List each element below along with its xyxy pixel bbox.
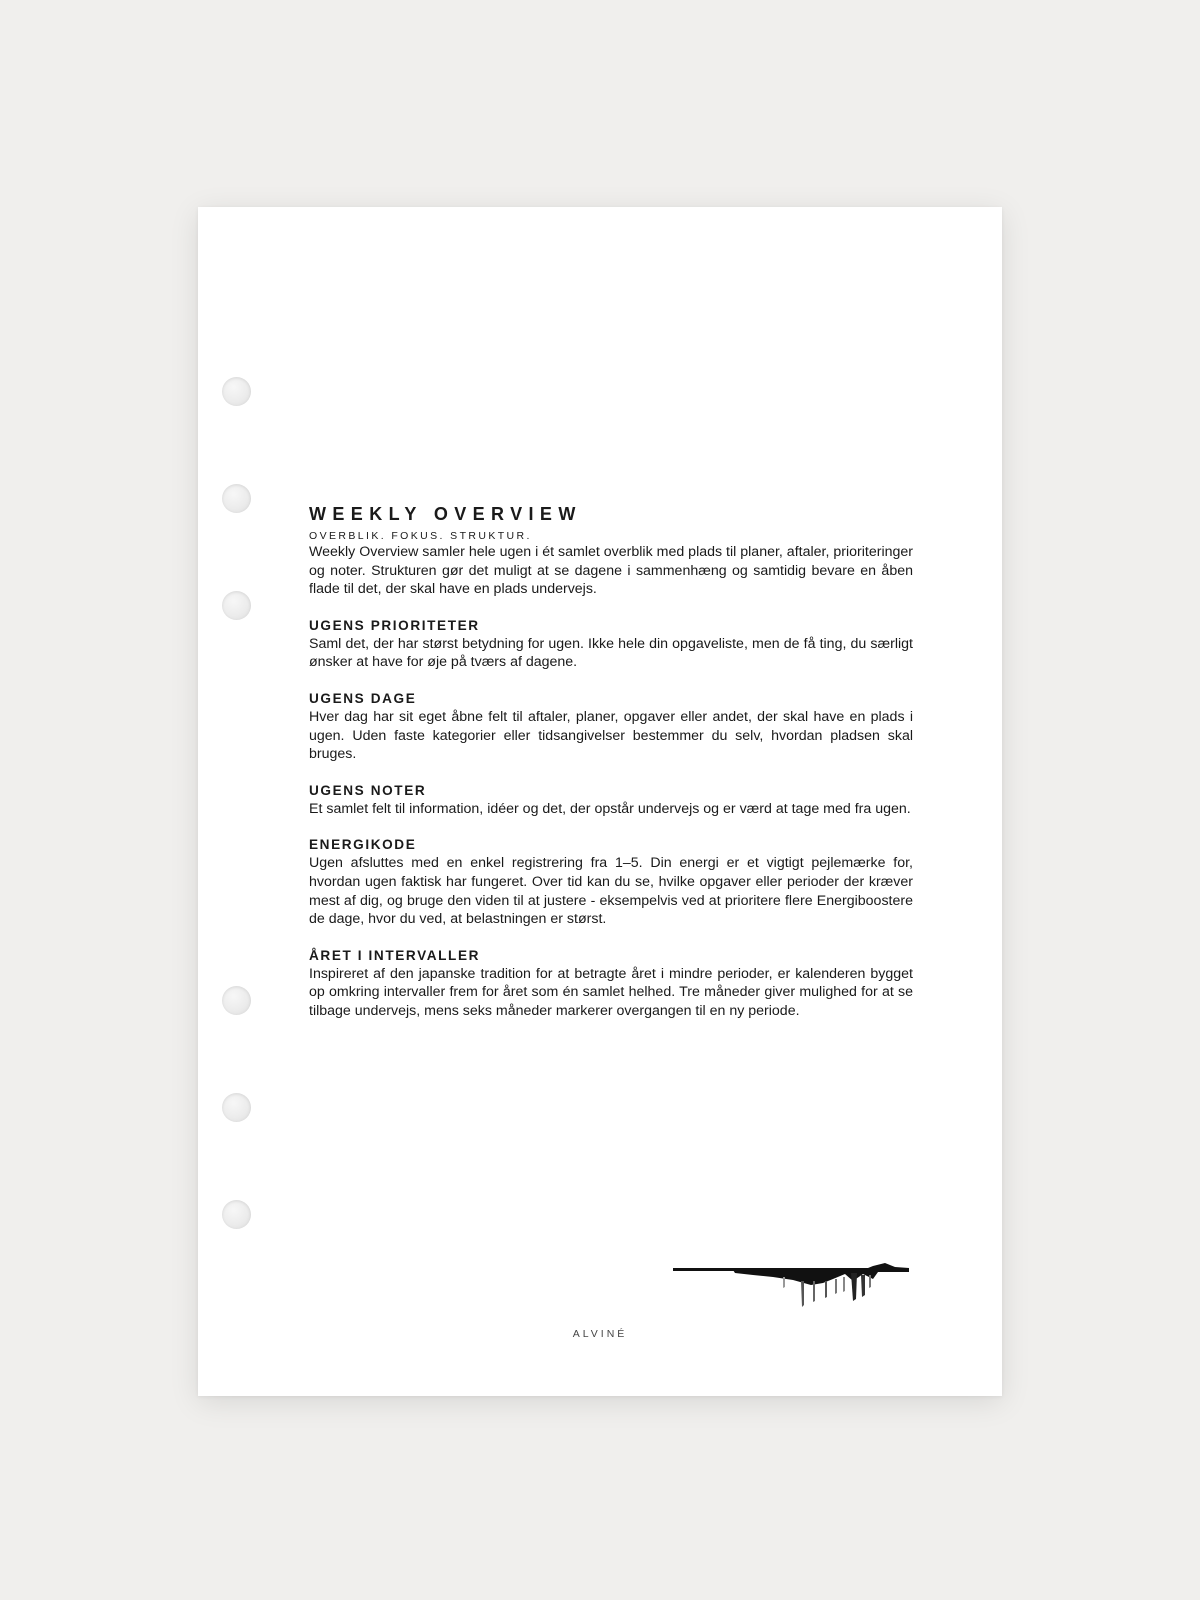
planner-page [198,207,1002,1396]
section-text: Et samlet felt til information, idéer og det, der opstår undervejs og er værd at tage med fra ugen. [309,800,911,817]
binder-hole-icon [222,1093,251,1122]
section-text: Ugen afsluttes med en enkel registrering fra 1–5. Din energi er et vigtigt pejlemærke for, hvordan ugen faktisk har fungeret. Over tid kan du se, hvilke opgaver eller perioder der kræver mest af dig, og bruge den viden til at justere - eksempelvis ved at prioritere flere Energiboostere de dage, hvor du ved, at belastningen er størst. [309,855,913,928]
binder-hole-icon [222,591,251,620]
brand-logo: ALVINÉ [572,1328,628,1340]
section-energikode [309,836,913,928]
binder-hole-icon [222,986,251,1015]
section-ugens-noter [309,782,913,819]
section-heading: UGENS NOTER [309,782,427,798]
binder-hole-icon [222,1200,251,1229]
page-title: WEEKLY OVERVIEW [309,504,582,524]
section-text: Saml det, der har størst betydning for ugen. Ikke hele din opgaveliste, men de få ting, du særligt ønsker at have for øje på tværs af dagene. [309,635,913,671]
section-heading: UGENS PRIORITETER [309,617,480,633]
intro-paragraph: Weekly Overview samler hele ugen i ét samlet overblik med plads til planer, aftaler, prioriteringer og noter. Strukturen gør det muligt at se dagene i sammenhæng og samtidig bevare en åben flade til det, der skal have en plads undervejs. [309,544,913,598]
section-text: Inspireret af den japanske tradition for at betragte året i mindre perioder, er kalenderen bygget op omkring intervaller frem for året som én samlet helhed. Tre måneder giver mulighed for at se tilbage undervejs, mens seks måneder markerer overgangen til en ny periode. [309,965,913,1019]
binder-hole-icon [222,484,251,513]
section-heading: UGENS DAGE [309,690,417,706]
section-heading: ÅRET I INTERVALLER [309,947,481,963]
binder-hole-icon [222,377,251,406]
page-content [309,503,913,1021]
section-ugens-prioriteter [309,617,913,672]
brush-stroke-icon [673,1257,911,1315]
page-subtitle: OVERBLIK. FOKUS. STRUKTUR. [309,530,532,542]
section-heading: ENERGIKODE [309,837,417,853]
section-ugens-dage [309,690,913,764]
section-text: Hver dag har sit eget åbne felt til aftaler, planer, opgaver eller andet, der skal have en plads i ugen. Uden faste kategorier eller tidsangivelser bestemmer du selv, hvordan pladsen skal bruges. [309,708,913,763]
section-aaret-i-intervaller [309,947,913,1021]
